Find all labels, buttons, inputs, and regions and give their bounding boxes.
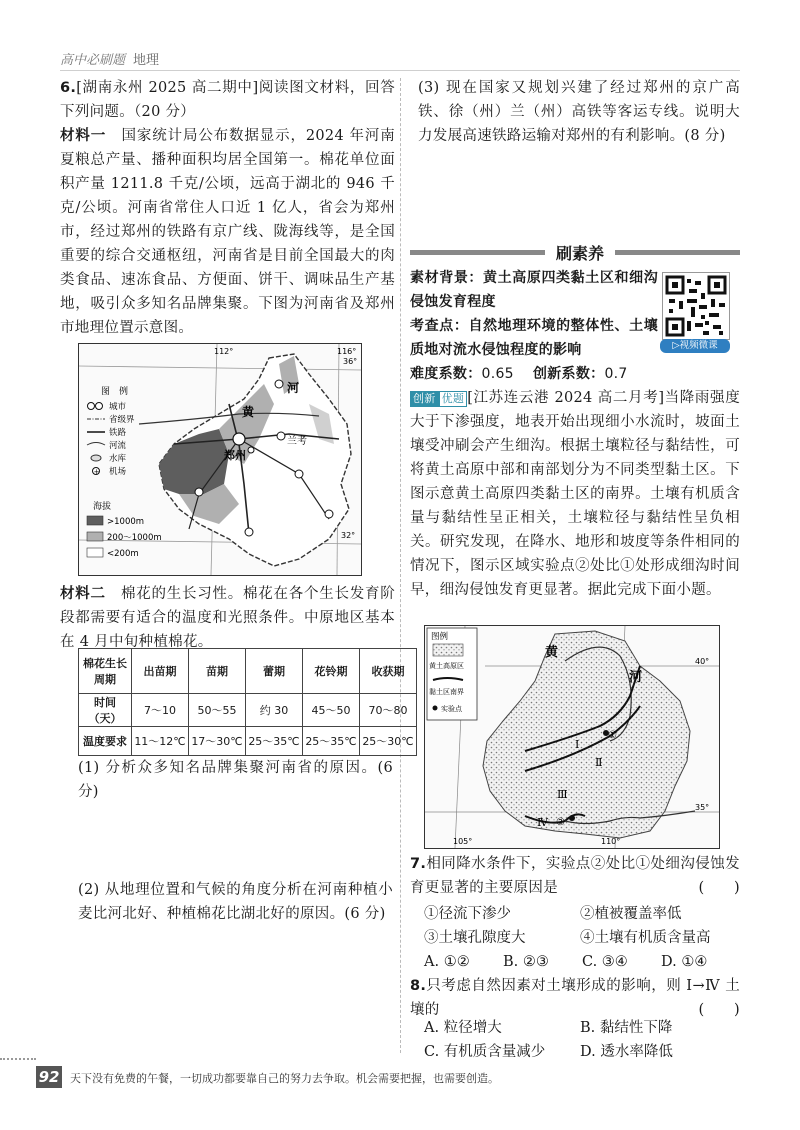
test-point-2: ② [556, 817, 565, 828]
section-meta [410, 266, 658, 362]
material1-label: 材料一 [60, 128, 107, 144]
question-6-intro [60, 76, 395, 340]
elevation-title: 海拔 [93, 502, 112, 512]
legend-reservoir: 水库 [109, 454, 127, 464]
video-lesson-button[interactable]: ▷视频微课 [660, 339, 730, 353]
cotton-table-wrap [78, 648, 417, 756]
test-point-1: ① [608, 730, 617, 741]
legend-city: 城市 [109, 402, 127, 412]
coefficients [410, 362, 740, 386]
question-7-items [424, 902, 740, 974]
column-divider [400, 78, 401, 1053]
option-a[interactable]: A. ①② [424, 954, 470, 970]
table-cell: 25～35℃ [303, 727, 360, 756]
table-cell: 70～80 [360, 694, 417, 727]
material2-block [60, 582, 395, 654]
section-title: 刷素养 [555, 244, 604, 263]
exam-point-label: 考查点： [410, 318, 469, 334]
background-label: 素材背景： [410, 270, 484, 286]
loess-map-svg [425, 626, 719, 848]
sub-question-2-text: (2) 从地理位置和气候的角度分析在河南种植小麦比河北好、种植棉花比湖北好的原因。(6 分) [78, 882, 393, 922]
map2-legend-title: 图例 [431, 632, 449, 642]
lat-label-40: 40° [695, 657, 710, 666]
table-cell: 苗期 [189, 649, 246, 694]
answer-blank: ( ) [698, 880, 740, 896]
zone-2: Ⅱ [595, 756, 603, 769]
place-huang: 黄 [545, 645, 559, 660]
sub-question-3-text: (3) 现在国家又规划兴建了经过郑州的京广高铁、徐（州）兰（州）高铁等客运专线。说明大力发展高速铁路运输对郑州的有利影响。(8 分) [418, 80, 740, 144]
legend-provincial-border: 省级界 [109, 415, 135, 425]
lat-label-35: 35° [695, 803, 710, 812]
passage-source: [江苏连云港 2024 高二月考] [467, 390, 665, 406]
lon-label-110: 110° [601, 837, 621, 846]
table-cell: 时间（天） [79, 694, 132, 727]
footer-motto: 天下没有免费的午餐，一切成功都要靠自己的努力去争取。机会需要把握，也需要创造。 [70, 1072, 499, 1085]
table-cell: 7～10 [132, 694, 189, 727]
sub-question-1 [78, 756, 393, 804]
option-c[interactable]: C. ③④ [582, 954, 628, 970]
question-7 [410, 852, 740, 900]
question-8-options [424, 1016, 740, 1064]
table-header-row [79, 649, 417, 694]
zone-4: Ⅳ [537, 816, 548, 829]
question-number: 7. [410, 856, 427, 872]
material2-label: 材料二 [60, 586, 106, 602]
table-cell: 25～35℃ [246, 727, 303, 756]
table-cell: 45～50 [303, 694, 360, 727]
question-8 [410, 974, 740, 1022]
statement-item: ④土壤有机质含量高 [580, 930, 711, 946]
legend-title: 图 例 [101, 387, 129, 397]
material1-text: 国家统计局公布数据显示，2024 年河南夏粮总产量、播种面积均居全国第一。棉花单位面积产量 1211.8 千克/公顷，远高于湖北的 946 千克/公顷。河南省常住人口近 1 亿人，省会为郑州市，经过郑州的铁路有京广线、陇海线等，是全国重要的综合交通枢纽，河南省是目前全国最大的肉类食品、速冻食品、方便面、饼干、调味品生产基地，吸引众多知名品牌集聚。下图为河南省及郑州市地理位置示意图。 [60, 128, 395, 336]
statement-item: ①径流下渗少 [424, 906, 511, 922]
question-number: 6. [60, 80, 77, 96]
question-8-stem: 只考虑自然因素对土壤形成的影响，则 Ⅰ→Ⅳ 土壤的 [410, 978, 740, 1018]
table-cell: 50～55 [189, 694, 246, 727]
exam-point-text: 自然地理环境的整体性、土壤质地对流水侵蚀程度的影响 [410, 318, 659, 358]
zone-1: Ⅰ [575, 738, 580, 751]
header-rule [60, 70, 740, 71]
place-huang: 黄 [242, 405, 255, 419]
sub-question-3 [418, 76, 740, 148]
legend-airport: 机场 [109, 467, 127, 477]
banner-bar-left [410, 250, 545, 255]
sub-question-1-text: (1) 分析众多知名品牌集聚河南省的原因。(6 分) [78, 760, 393, 800]
qr-code-icon [663, 273, 729, 339]
question-intro: 阅读图文材料，回答下列问题。（20 分） [60, 80, 395, 120]
statement-item: ③土壤孔隙度大 [424, 930, 526, 946]
lat-label-32: 32° [341, 531, 356, 540]
zone-3: Ⅲ [557, 788, 568, 801]
question-7-stem: 相同降水条件下，实验点②处比①处细沟侵蚀发育更显著的主要原因是 [410, 856, 740, 896]
elev-low: <200m [107, 549, 139, 559]
place-he: 河 [287, 381, 300, 395]
banner-bar-right [615, 250, 740, 255]
table-row [79, 727, 417, 756]
lat-label-36: 36° [343, 357, 358, 366]
innovation-value: 0.7 [604, 366, 628, 382]
table-cell: 约 30 [246, 694, 303, 727]
cotton-table [78, 648, 417, 756]
option-a[interactable]: A. 粒径增大 [424, 1020, 502, 1036]
section-banner [410, 241, 740, 263]
table-cell: 收获期 [360, 649, 417, 694]
table-row [79, 694, 417, 727]
table-cell: 11～12℃ [132, 727, 189, 756]
loess-map [424, 625, 720, 849]
background-text: 黄土高原四类黏土区和细沟侵蚀发育程度 [410, 270, 658, 310]
quality-tag: 优题 [439, 391, 468, 407]
table-cell: 温度要求 [79, 727, 132, 756]
innovation-tag: 创新 [410, 391, 439, 407]
place-lankao: 兰考 [287, 436, 307, 447]
statement-item: ②植被覆盖率低 [580, 906, 682, 922]
page-number: 92 [36, 1066, 62, 1088]
question-number: 8. [410, 978, 427, 994]
qr-code[interactable] [662, 272, 730, 340]
table-cell: 25～30℃ [360, 727, 417, 756]
difficulty-label: 难度系数： [410, 366, 482, 382]
svg-text:+: + [93, 468, 100, 476]
table-cell: 花铃期 [303, 649, 360, 694]
running-header [60, 49, 159, 68]
legend-clay-boundary: 黏土区南界 [429, 688, 464, 696]
material2-text: 棉花的生长习性。棉花在各个生长发育阶段都需要有适合的温度和光照条件。中原地区基本在 4 月中旬种植棉花。 [60, 586, 395, 650]
elev-mid: 200～1000m [107, 533, 162, 543]
legend-river: 河流 [109, 441, 127, 451]
passage-text: 当降雨强度大于下渗强度，地表开始出现细小水流时，坡面土壤受冲刷会产生细沟。根据土壤粒径与黏结性，可将黄土高原中部和南部划分为不同类型黏土区。下图示意黄土高原四类黏土区的南界。土壤有机质含量与黏结性呈正相关，土壤粒径与黏结性呈负相关。研究发现，在降水、地形和坡度等条件相同的情况下，图示区域实验点②处比①处形成细沟时间早，细沟侵蚀发育更显著。据此完成下面小题。 [410, 390, 740, 598]
question-source: [湖南永州 2025 高二期中] [76, 80, 259, 96]
table-cell: 出苗期 [132, 649, 189, 694]
difficulty-value: 0.65 [481, 366, 514, 382]
option-b[interactable]: B. ②③ [503, 954, 549, 970]
legend-test-point: 实验点 [441, 705, 462, 713]
option-d[interactable]: D. ①④ [661, 954, 708, 970]
henan-map-svg [79, 344, 361, 575]
table-cell: 棉花生长周期 [79, 649, 132, 694]
answer-blank: ( ) [698, 1002, 740, 1018]
place-he: 河 [629, 670, 643, 685]
lon-label-105: 105° [453, 837, 473, 846]
option-b[interactable]: B. 黏结性下降 [580, 1020, 673, 1036]
sub-question-2 [78, 878, 393, 926]
table-cell: 蕾期 [246, 649, 303, 694]
passage [410, 386, 740, 602]
option-d[interactable]: D. 透水率降低 [580, 1044, 673, 1060]
henan-map [78, 343, 362, 576]
lon-label-112: 112° [214, 347, 234, 356]
subject-title: 地理 [133, 53, 160, 68]
innovation-label: 创新系数： [532, 366, 605, 382]
series-title: 高中必刷题 [60, 53, 126, 68]
table-cell: 17～30℃ [189, 727, 246, 756]
footer-dots [0, 1058, 36, 1064]
legend-loess-region: 黄土高原区 [429, 662, 464, 670]
elev-high: >1000m [107, 517, 145, 527]
legend-railway: 铁路 [109, 428, 127, 438]
option-c[interactable]: C. 有机质含量减少 [424, 1044, 546, 1060]
place-zhengzhou: 郑州 [224, 449, 246, 462]
lon-label-116: 116° [337, 347, 357, 356]
